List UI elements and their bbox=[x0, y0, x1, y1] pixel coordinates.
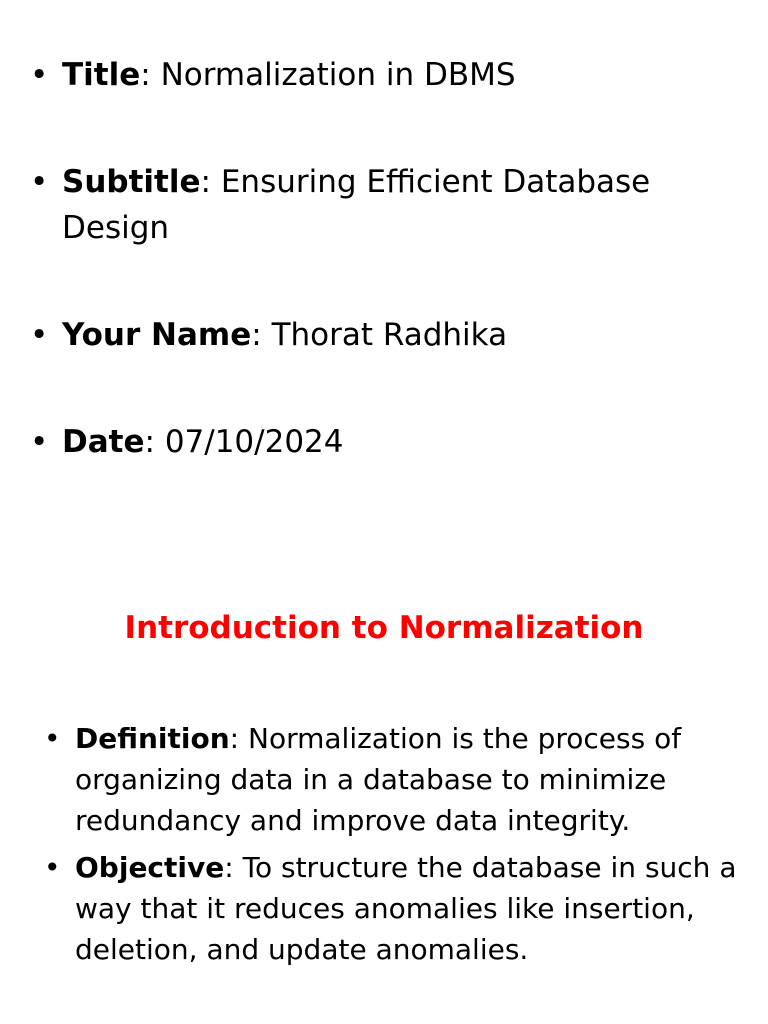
bullet-icon: • bbox=[30, 57, 49, 93]
bullet-icon: • bbox=[30, 164, 49, 200]
bullet-separator: : bbox=[140, 57, 161, 93]
bullet-label: Objective bbox=[75, 851, 225, 884]
bullet-title bbox=[30, 52, 730, 98]
bullet-separator: : bbox=[251, 317, 272, 353]
bullet-subtitle bbox=[30, 159, 730, 251]
bullet-value: Thorat Radhika bbox=[271, 317, 508, 353]
bullet-separator: : bbox=[144, 424, 165, 460]
bullet-label: Your Name bbox=[62, 317, 252, 353]
bullet-value: Normalization is the process of organizing data in a database to minimize redundancy and improve data integrity. bbox=[75, 722, 682, 837]
definition-list bbox=[44, 718, 744, 976]
bullet-separator: : bbox=[200, 164, 221, 200]
section-heading: Introduction to Normalization bbox=[124, 610, 644, 646]
bullet-icon: • bbox=[44, 722, 61, 755]
bullet-your-name bbox=[30, 312, 730, 358]
bullet-icon: • bbox=[44, 851, 61, 884]
bullet-label: Definition bbox=[75, 722, 230, 755]
bullet-label: Title bbox=[62, 57, 141, 93]
bullet-value: Normalization in DBMS bbox=[160, 57, 516, 93]
bullet-icon: • bbox=[30, 317, 49, 353]
bullet-value: 07/10/2024 bbox=[164, 424, 344, 460]
bullet-objective bbox=[44, 847, 744, 970]
bullet-label: Subtitle bbox=[62, 164, 201, 200]
bullet-value: Ensuring Efficient Database Design bbox=[62, 164, 651, 246]
bullet-definition bbox=[44, 718, 744, 841]
bullet-separator: : bbox=[224, 851, 243, 884]
bullet-label: Date bbox=[62, 424, 145, 460]
bullet-date bbox=[30, 419, 730, 465]
bullet-icon: • bbox=[30, 424, 49, 460]
bullet-separator: : bbox=[229, 722, 249, 755]
bullet-value: To structure the database in such a way that it reduces anomalies like insertion, deletion, and update anomalies. bbox=[75, 851, 737, 966]
